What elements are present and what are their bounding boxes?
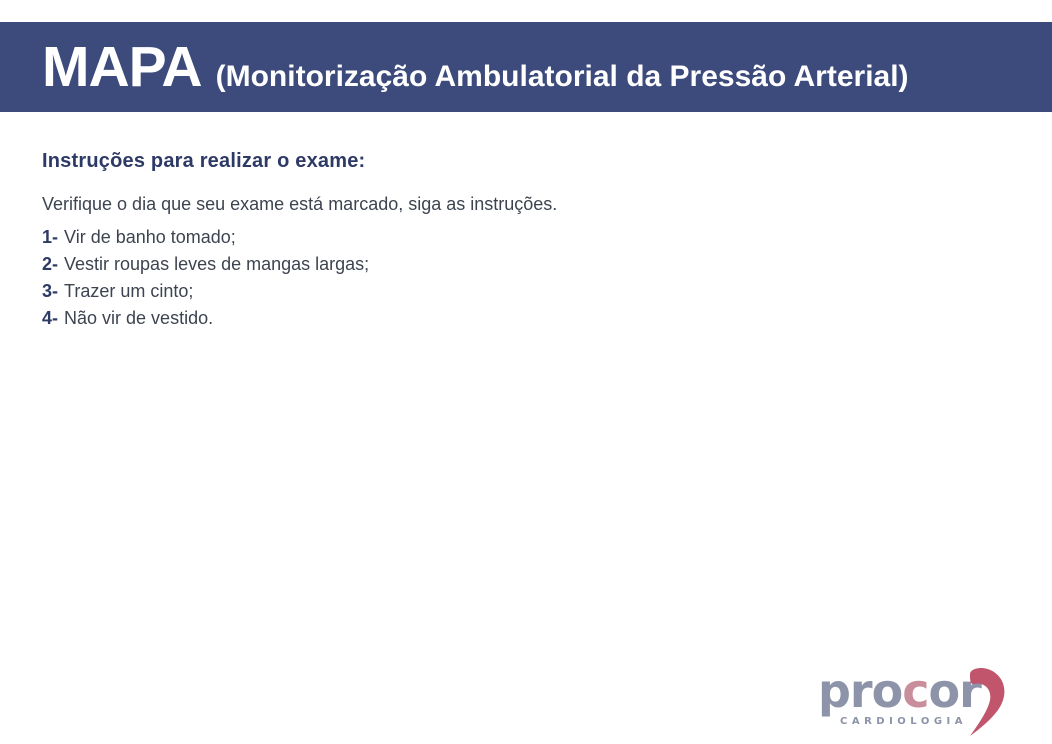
step-text: Não vir de vestido. — [64, 308, 214, 328]
instruction-steps-list — [42, 224, 1002, 332]
step-number: 1- — [42, 227, 59, 247]
list-item — [42, 251, 1002, 278]
logo-text-r: r — [959, 664, 981, 718]
page-title: MAPA — [42, 34, 202, 99]
step-text: Vestir roupas leves de mangas largas; — [64, 254, 370, 274]
step-number: 2- — [42, 254, 59, 274]
logo-text-pr: pr — [818, 664, 872, 718]
procor-logo — [818, 664, 1018, 738]
list-item — [42, 224, 1002, 251]
step-number: 4- — [42, 308, 59, 328]
heart-icon — [950, 666, 1020, 738]
header-banner — [0, 22, 1052, 112]
logo-tagline: CARDIOLOGIA — [840, 716, 967, 727]
instructions-heading: Instruções para realizar o exame: — [42, 150, 366, 172]
header-text-group — [0, 34, 909, 99]
page-subtitle: (Monitorização Ambulatorial da Pressão Arterial) — [215, 59, 909, 93]
step-number: 3- — [42, 281, 59, 301]
list-item — [42, 278, 1002, 305]
content-area — [42, 150, 1002, 332]
intro-line: Verifique o dia que seu exame está marcado, siga as instruções. — [42, 194, 558, 214]
step-text: Vir de banho tomado; — [64, 227, 236, 247]
logo-text-o2: o — [928, 664, 960, 718]
list-item — [42, 305, 1002, 332]
logo-text-c: c — [902, 664, 929, 718]
logo-text-o1: o — [871, 664, 903, 718]
step-text: Trazer um cinto; — [64, 281, 194, 301]
